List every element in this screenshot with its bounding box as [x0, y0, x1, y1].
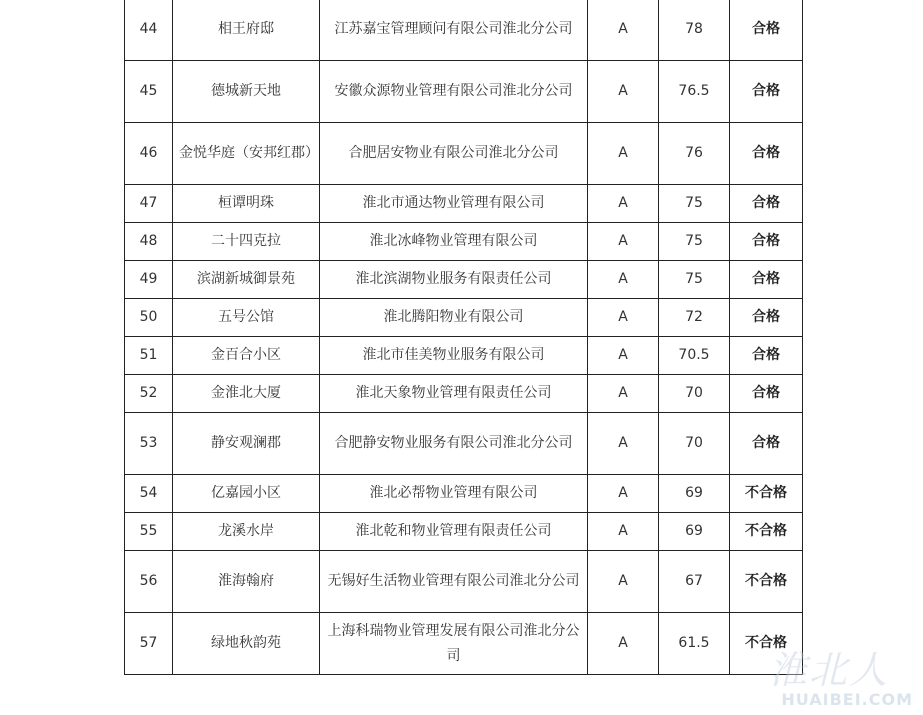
row-number-cell: 51	[125, 337, 173, 375]
management-company-cell: 淮北乾和物业管理有限责任公司	[320, 513, 588, 551]
result-cell: 合格	[730, 0, 803, 61]
grade-cell: A	[588, 299, 659, 337]
grade-cell: A	[588, 413, 659, 475]
property-name-cell: 金悦华庭（安邦红郡）	[173, 123, 320, 185]
management-company-cell: 淮北市佳美物业服务有限公司	[320, 337, 588, 375]
grade-cell: A	[588, 551, 659, 613]
management-company-cell: 上海科瑞物业管理发展有限公司淮北分公司	[320, 613, 588, 675]
management-company-cell: 淮北市通达物业管理有限公司	[320, 185, 588, 223]
grade-cell: A	[588, 475, 659, 513]
grade-cell: A	[588, 375, 659, 413]
property-name-cell: 桓谭明珠	[173, 185, 320, 223]
grade-cell: A	[588, 61, 659, 123]
watermark-domain: HUAIBEI.COM	[781, 690, 913, 709]
row-number-cell: 44	[125, 0, 173, 61]
row-number-cell: 46	[125, 123, 173, 185]
management-company-cell: 淮北冰峰物业管理有限公司	[320, 223, 588, 261]
score-cell: 76.5	[659, 61, 730, 123]
result-cell: 不合格	[730, 613, 803, 675]
result-cell: 不合格	[730, 551, 803, 613]
score-cell: 70.5	[659, 337, 730, 375]
grade-cell: A	[588, 185, 659, 223]
table-row	[125, 185, 803, 223]
management-company-cell: 淮北腾阳物业有限公司	[320, 299, 588, 337]
property-name-cell: 德城新天地	[173, 61, 320, 123]
result-cell: 合格	[730, 185, 803, 223]
table-row	[125, 613, 803, 675]
row-number-cell: 56	[125, 551, 173, 613]
grade-cell: A	[588, 261, 659, 299]
score-cell: 61.5	[659, 613, 730, 675]
property-name-cell: 绿地秋韵苑	[173, 613, 320, 675]
watermark-logo-text: 淮北人	[768, 648, 889, 692]
row-number-cell: 53	[125, 413, 173, 475]
row-number-cell: 57	[125, 613, 173, 675]
management-company-cell: 淮北必帮物业管理有限公司	[320, 475, 588, 513]
property-name-cell: 金淮北大厦	[173, 375, 320, 413]
property-name-cell: 金百合小区	[173, 337, 320, 375]
management-company-cell: 无锡好生活物业管理有限公司淮北分公司	[320, 551, 588, 613]
row-number-cell: 47	[125, 185, 173, 223]
table-row	[125, 223, 803, 261]
property-name-cell: 淮海翰府	[173, 551, 320, 613]
management-company-cell: 合肥静安物业服务有限公司淮北分公司	[320, 413, 588, 475]
table-row	[125, 61, 803, 123]
management-company-cell: 江苏嘉宝管理顾问有限公司淮北分公司	[320, 0, 588, 61]
result-cell: 不合格	[730, 513, 803, 551]
row-number-cell: 48	[125, 223, 173, 261]
property-name-cell: 相王府邸	[173, 0, 320, 61]
score-cell: 69	[659, 475, 730, 513]
management-company-cell: 淮北天象物业管理有限责任公司	[320, 375, 588, 413]
score-cell: 75	[659, 185, 730, 223]
management-company-cell: 淮北滨湖物业服务有限责任公司	[320, 261, 588, 299]
result-cell: 合格	[730, 413, 803, 475]
property-name-cell: 静安观澜郡	[173, 413, 320, 475]
property-rating-table	[124, 0, 803, 675]
table-row	[125, 0, 803, 61]
table-row	[125, 513, 803, 551]
table-row	[125, 475, 803, 513]
table-row	[125, 551, 803, 613]
result-cell: 不合格	[730, 475, 803, 513]
table-row	[125, 261, 803, 299]
table-row	[125, 375, 803, 413]
row-number-cell: 49	[125, 261, 173, 299]
score-cell: 75	[659, 261, 730, 299]
result-cell: 合格	[730, 299, 803, 337]
table-row	[125, 413, 803, 475]
management-company-cell: 安徽众源物业管理有限公司淮北分公司	[320, 61, 588, 123]
row-number-cell: 52	[125, 375, 173, 413]
grade-cell: A	[588, 613, 659, 675]
result-cell: 合格	[730, 261, 803, 299]
table-row	[125, 299, 803, 337]
property-name-cell: 亿嘉园小区	[173, 475, 320, 513]
row-number-cell: 45	[125, 61, 173, 123]
property-name-cell: 五号公馆	[173, 299, 320, 337]
result-cell: 合格	[730, 375, 803, 413]
score-cell: 70	[659, 375, 730, 413]
table-row	[125, 123, 803, 185]
score-cell: 75	[659, 223, 730, 261]
grade-cell: A	[588, 223, 659, 261]
result-cell: 合格	[730, 337, 803, 375]
table-body	[125, 0, 803, 675]
grade-cell: A	[588, 123, 659, 185]
property-name-cell: 龙溪水岸	[173, 513, 320, 551]
grade-cell: A	[588, 513, 659, 551]
management-company-cell: 合肥居安物业有限公司淮北分公司	[320, 123, 588, 185]
row-number-cell: 50	[125, 299, 173, 337]
row-number-cell: 54	[125, 475, 173, 513]
score-cell: 70	[659, 413, 730, 475]
property-name-cell: 滨湖新城御景苑	[173, 261, 320, 299]
property-name-cell: 二十四克拉	[173, 223, 320, 261]
grade-cell: A	[588, 337, 659, 375]
result-cell: 合格	[730, 61, 803, 123]
grade-cell: A	[588, 0, 659, 61]
score-cell: 67	[659, 551, 730, 613]
score-cell: 72	[659, 299, 730, 337]
table-row	[125, 337, 803, 375]
result-cell: 合格	[730, 123, 803, 185]
score-cell: 69	[659, 513, 730, 551]
score-cell: 78	[659, 0, 730, 61]
result-cell: 合格	[730, 223, 803, 261]
score-cell: 76	[659, 123, 730, 185]
row-number-cell: 55	[125, 513, 173, 551]
